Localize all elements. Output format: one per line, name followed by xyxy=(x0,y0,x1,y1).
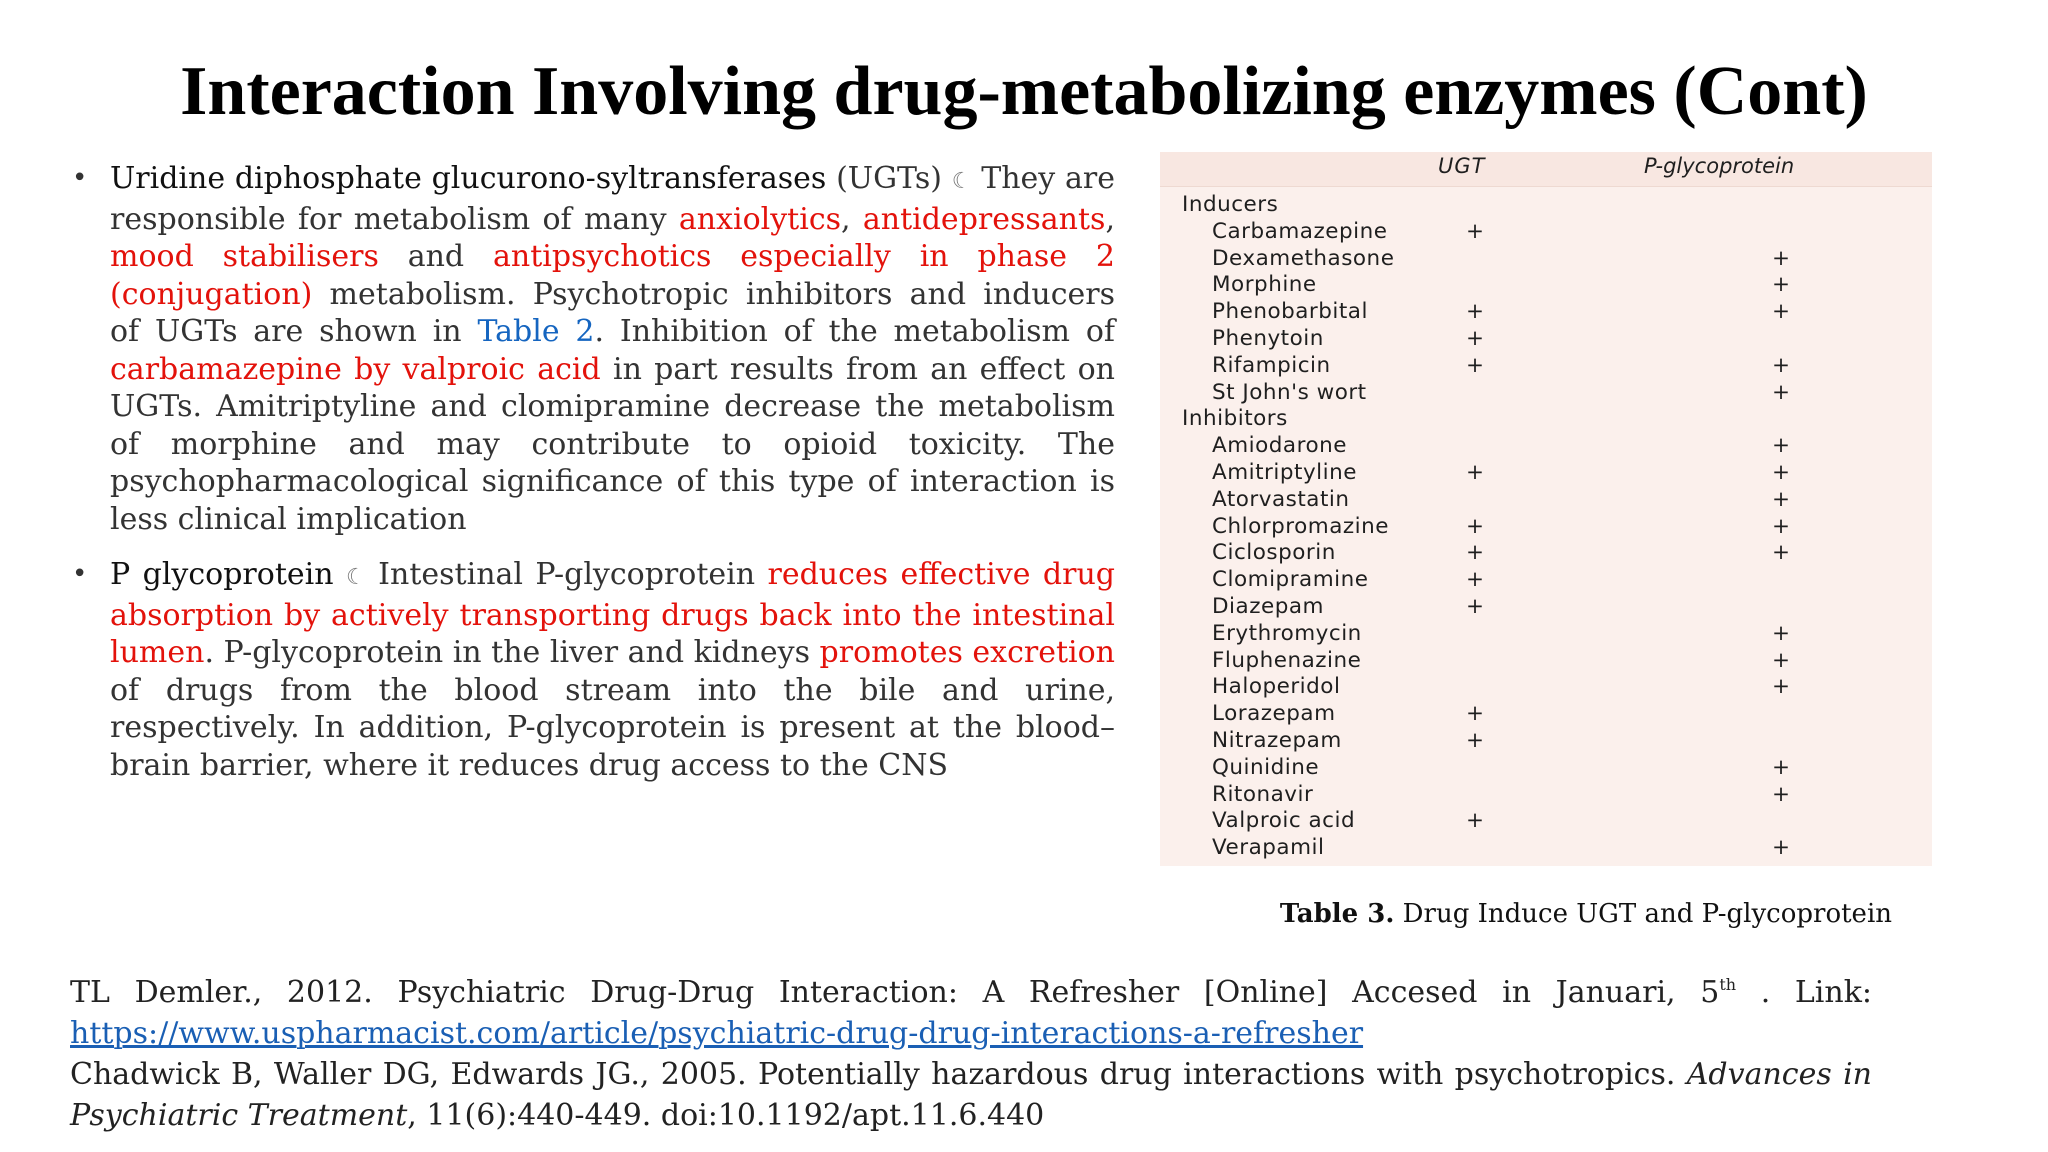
pgp-mark: + xyxy=(1771,379,1790,405)
pgp-mark: + xyxy=(1771,674,1790,700)
drug-name: Quinidine xyxy=(1212,754,1320,780)
ugt-mark: + xyxy=(1465,701,1484,727)
bullet-text-segment: . Inhibition of the metabolism of xyxy=(594,314,1115,349)
bullet-text-segment: , xyxy=(841,201,863,237)
table-section-row xyxy=(1160,192,1932,219)
bullet-text-segment: metabolism. Psychotropic inhibitors and inducers of UGTs are shown in xyxy=(110,276,1115,349)
ugt-mark: + xyxy=(1465,352,1484,378)
table-row xyxy=(1160,648,1932,675)
bullet-text-segment: in part results from an effect on UGTs. Amitriptyline and clomipramine decrease the metabolism of morphine and may contribute to opioid toxicity. The psychopharmacological significance of this type of interaction is less clinical implication xyxy=(110,351,1115,537)
pgp-mark: + xyxy=(1771,459,1790,485)
drug-name: Lorazepam xyxy=(1212,701,1336,727)
table-row xyxy=(1160,219,1932,246)
column-header-ugt: UGT xyxy=(1438,154,1486,178)
drug-name: Atorvastatin xyxy=(1212,486,1350,512)
bullet-text-segment: . P-glycoprotein in the liver and kidneys xyxy=(204,635,820,670)
ugt-mark: + xyxy=(1465,540,1484,566)
drug-name: St John's wort xyxy=(1212,379,1367,405)
table-row xyxy=(1160,487,1932,514)
pgp-mark: + xyxy=(1771,754,1790,780)
bullet-text-segment: antidepressants xyxy=(862,201,1106,237)
references xyxy=(70,972,1872,1136)
table-row xyxy=(1160,594,1932,621)
pgp-mark: + xyxy=(1771,486,1790,512)
bullet-text-segment: mood stabilisers xyxy=(110,239,379,274)
table-row xyxy=(1160,353,1932,380)
reference-1-text: TL Demler., 2012. Psychiatric Drug-Drug Interaction: A Refresher [Online] Accesed in Januari, 5 xyxy=(70,975,1720,1010)
ugt-mark: + xyxy=(1465,513,1484,539)
drug-name: Verapamil xyxy=(1212,835,1325,861)
column-header-pgp: P-glycoprotein xyxy=(1644,154,1795,178)
table-row xyxy=(1160,755,1932,782)
reference-2-text: Chadwick B, Waller DG, Edwards JG., 2005. Potentially hazardous drug interactions with psychotropics. xyxy=(70,1057,1687,1092)
table-section-row xyxy=(1160,406,1932,433)
drug-name: Chlorpromazine xyxy=(1212,513,1390,539)
drug-name: Morphine xyxy=(1212,272,1317,298)
bullet-text-segment: of drugs from the blood stream into the bile and urine, respectively. In addition, P-glycoprotein is present at the blood–brain barrier, where it reduces drug access to the CNS xyxy=(110,672,1115,783)
drug-name: Amitriptyline xyxy=(1212,459,1357,485)
pgp-mark: + xyxy=(1771,835,1790,861)
table-row xyxy=(1160,835,1932,862)
pgp-mark: + xyxy=(1771,513,1790,539)
bullet-text-segment: reduces effective drug absorption by actively transporting drugs back into the intestinal lumen xyxy=(110,557,1115,670)
pgp-mark: + xyxy=(1771,299,1790,325)
bullet-dot-icon: • xyxy=(72,559,88,589)
ugt-mark: + xyxy=(1465,325,1484,351)
reference-1-sup: th xyxy=(1719,975,1737,994)
ugt-mark: + xyxy=(1465,727,1484,753)
pgp-mark: + xyxy=(1771,540,1790,566)
ugt-mark: + xyxy=(1465,299,1484,325)
ugt-mark: + xyxy=(1465,459,1484,485)
pgp-mark: + xyxy=(1771,781,1790,807)
drug-name: Ritonavir xyxy=(1212,781,1314,807)
table-row xyxy=(1160,701,1932,728)
reference-1 xyxy=(70,972,1872,1013)
caption-label: Table 3. xyxy=(1279,899,1395,929)
reference-1-tail: . Link: xyxy=(1736,975,1872,1010)
drug-name: Rifampicin xyxy=(1212,352,1331,378)
crescent-moon-icon: ☾ xyxy=(951,169,972,194)
table-row xyxy=(1160,299,1932,326)
drug-table-image xyxy=(1160,152,1932,866)
bullet-text-segment: and xyxy=(378,239,493,274)
pgp-mark: + xyxy=(1771,272,1790,298)
drug-name: Phenytoin xyxy=(1212,325,1324,351)
bullet-body xyxy=(110,161,1115,537)
table-row xyxy=(1160,674,1932,701)
pgp-mark: + xyxy=(1771,433,1790,459)
drug-name: Fluphenazine xyxy=(1212,647,1362,673)
drug-name: Diazepam xyxy=(1212,593,1324,619)
ugt-mark: + xyxy=(1465,218,1484,244)
crescent-moon-icon: ☾ xyxy=(346,565,366,590)
reference-link[interactable]: https://www.uspharmacist.com/article/psychiatric-drug-drug-interactions-a-refresher xyxy=(70,1016,1364,1051)
table-body xyxy=(1160,192,1932,862)
table-caption xyxy=(1160,898,1892,930)
table-row xyxy=(1160,433,1932,460)
ugt-mark: + xyxy=(1465,567,1484,593)
drug-name: Nitrazepam xyxy=(1212,727,1342,753)
table-row xyxy=(1160,380,1932,407)
table-row xyxy=(1160,272,1932,299)
table-row xyxy=(1160,326,1932,353)
reference-2 xyxy=(70,1054,1872,1136)
bullet-text-segment: antipsychotics especially in phase 2 (conjugation) xyxy=(110,239,1115,312)
drug-name: Inducers xyxy=(1182,192,1279,217)
table-row xyxy=(1160,460,1932,487)
caption-text: Drug Induce UGT and P-glycoprotein xyxy=(1394,899,1892,929)
drug-name: Haloperidol xyxy=(1212,674,1341,700)
drug-name: Amiodarone xyxy=(1212,433,1347,459)
drug-name: Ciclosporin xyxy=(1212,540,1336,566)
ugt-mark: + xyxy=(1465,808,1484,834)
table-row xyxy=(1160,621,1932,648)
reference-2-tail: , 11(6):440-449. doi:10.1192/apt.11.6.440 xyxy=(407,1098,1045,1133)
bullet-lead: P glycoprotein xyxy=(110,557,334,592)
pgp-mark: + xyxy=(1771,245,1790,271)
bullet-text-segment: , xyxy=(1105,201,1115,237)
bullet-item-ugt xyxy=(70,160,1115,538)
table-header xyxy=(1160,152,1932,187)
bullet-text-segment: promotes excretion xyxy=(819,635,1115,670)
bullet-lead: Uridine diphosphate glucurono-syltransferases xyxy=(110,161,827,196)
bullet-text-segment[interactable]: Table 2 xyxy=(477,314,595,349)
bullet-dot-icon: • xyxy=(72,163,88,193)
drug-name: Valproic acid xyxy=(1212,808,1356,834)
bullet-text-segment: anxiolytics xyxy=(678,201,842,237)
bullet-text-segment: carbamazepine by valproic acid xyxy=(110,351,601,387)
table-row xyxy=(1160,782,1932,809)
bullet-item-pgp xyxy=(70,556,1115,784)
table-row xyxy=(1160,728,1932,755)
bullet-text-segment: Intestinal P-glycoprotein xyxy=(365,557,768,592)
table-row xyxy=(1160,246,1932,273)
bullet-list xyxy=(70,160,1115,784)
pgp-mark: + xyxy=(1771,647,1790,673)
drug-name: Dexamethasone xyxy=(1212,245,1395,271)
table-row xyxy=(1160,540,1932,567)
slide-title: Interaction Involving drug-metabolizing enzymes (Cont) xyxy=(180,53,1868,130)
drug-name: Clomipramine xyxy=(1212,567,1369,593)
table-row xyxy=(1160,567,1932,594)
reference-2-journal: Advances in Psychiatric Treatment xyxy=(70,1057,1872,1133)
ugt-mark: + xyxy=(1465,593,1484,619)
drug-name: Inhibitors xyxy=(1182,406,1288,432)
bullet-text-segment: They are responsible for metabolism of many xyxy=(110,161,1115,237)
bullet-abbr: (UGTs) xyxy=(836,161,942,196)
pgp-mark: + xyxy=(1771,352,1790,378)
drug-name: Erythromycin xyxy=(1212,620,1362,646)
drug-name: Phenobarbital xyxy=(1212,299,1368,325)
table-row xyxy=(1160,808,1932,835)
pgp-mark: + xyxy=(1771,620,1790,646)
table-row xyxy=(1160,514,1932,541)
drug-name: Carbamazepine xyxy=(1212,218,1388,244)
